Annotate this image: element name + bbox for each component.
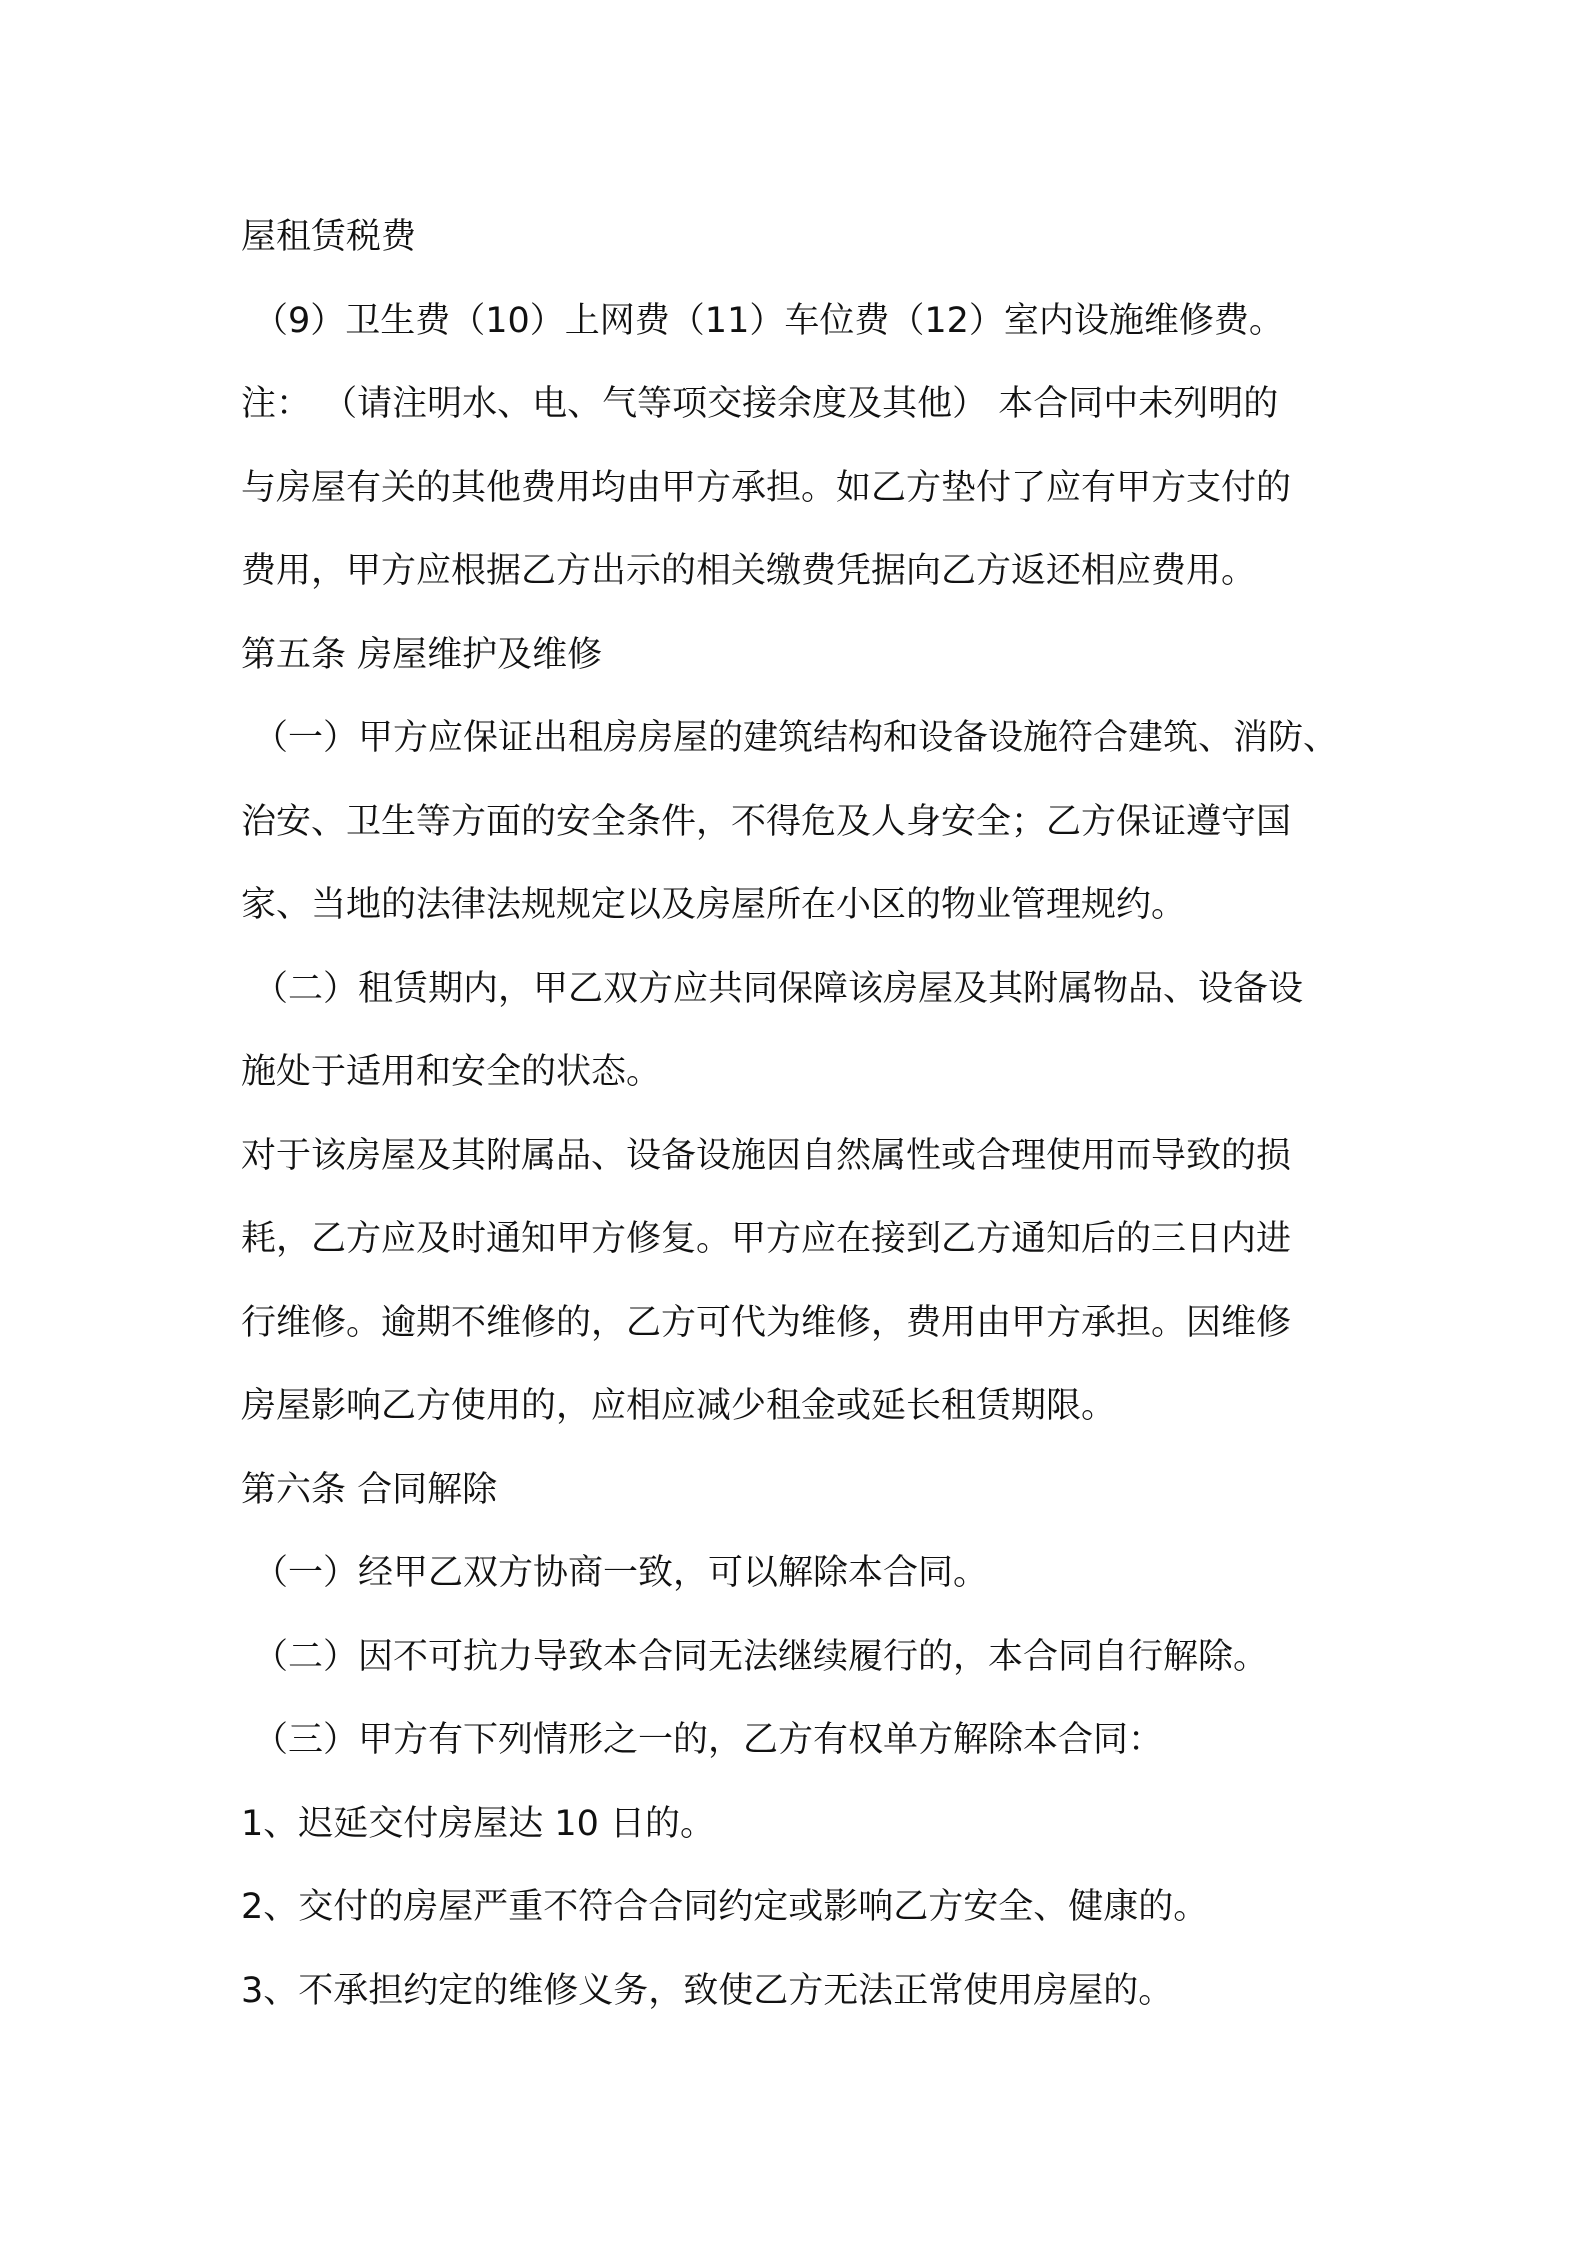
section-heading-5: 第五条 房屋维护及维修 bbox=[241, 634, 603, 675]
text-line-4: 与房屋有关的其他费用均由甲方承担。如乙方垫付了应有甲方支付的 bbox=[241, 467, 1292, 508]
list-item-2: 2、交付的房屋严重不符合合同约定或影响乙方安全、健康的。 bbox=[241, 1887, 1209, 1927]
text-line-11: 施处于适用和安全的状态。 bbox=[241, 1052, 662, 1092]
list-item-1: 1、迟延交付房屋达 10 日的。 bbox=[241, 1803, 716, 1844]
text-line-7: （一）甲方应保证出租房房屋的建筑结构和设备设施符合建筑、消防、 bbox=[253, 718, 1339, 758]
text-line-12: 对于该房屋及其附属品、设备设施因自然属性或合理使用而导致的损 bbox=[241, 1135, 1292, 1176]
text-line-19: （三）甲方有下列情形之一的，乙方有权单方解除本合同： bbox=[253, 1720, 1164, 1760]
text-line-1: 屋租赁税费 bbox=[241, 217, 417, 257]
text-line-2: （9）卫生费（10）上网费（11）车位费（12）室内设施维修费。 bbox=[253, 300, 1284, 341]
document-body bbox=[241, 196, 1361, 2033]
text-line-8: 治安、卫生等方面的安全条件，不得危及人身安全；乙方保证遵守国 bbox=[241, 801, 1292, 842]
text-line-13: 耗，乙方应及时通知甲方修复。甲方应在接到乙方通知后的三日内进 bbox=[241, 1219, 1292, 1259]
text-line-5: 费用，甲方应根据乙方出示的相关缴费凭据向乙方返还相应费用。 bbox=[241, 551, 1257, 591]
text-line-15: 房屋影响乙方使用的，应相应减少租金或延长租赁期限。 bbox=[241, 1386, 1117, 1426]
section-heading-6: 第六条 合同解除 bbox=[241, 1469, 498, 1510]
list-item-3: 3、不承担约定的维修义务，致使乙方无法正常使用房屋的。 bbox=[241, 1970, 1174, 2011]
text-line-3: 注： （请注明水、电、气等项交接余度及其他） 本合同中未列明的 bbox=[241, 384, 1279, 424]
text-line-9: 家、当地的法律法规规定以及房屋所在小区的物业管理规约。 bbox=[241, 885, 1187, 925]
text-line-17: （一）经甲乙双方协商一致，可以解除本合同。 bbox=[253, 1553, 989, 1593]
text-line-10: （二）租赁期内，甲乙双方应共同保障该房屋及其附属物品、设备设 bbox=[253, 968, 1304, 1009]
text-line-14: 行维修。逾期不维修的，乙方可代为维修，费用由甲方承担。因维修 bbox=[241, 1302, 1292, 1343]
text-line-18: （二）因不可抗力导致本合同无法继续履行的，本合同自行解除。 bbox=[253, 1636, 1269, 1677]
